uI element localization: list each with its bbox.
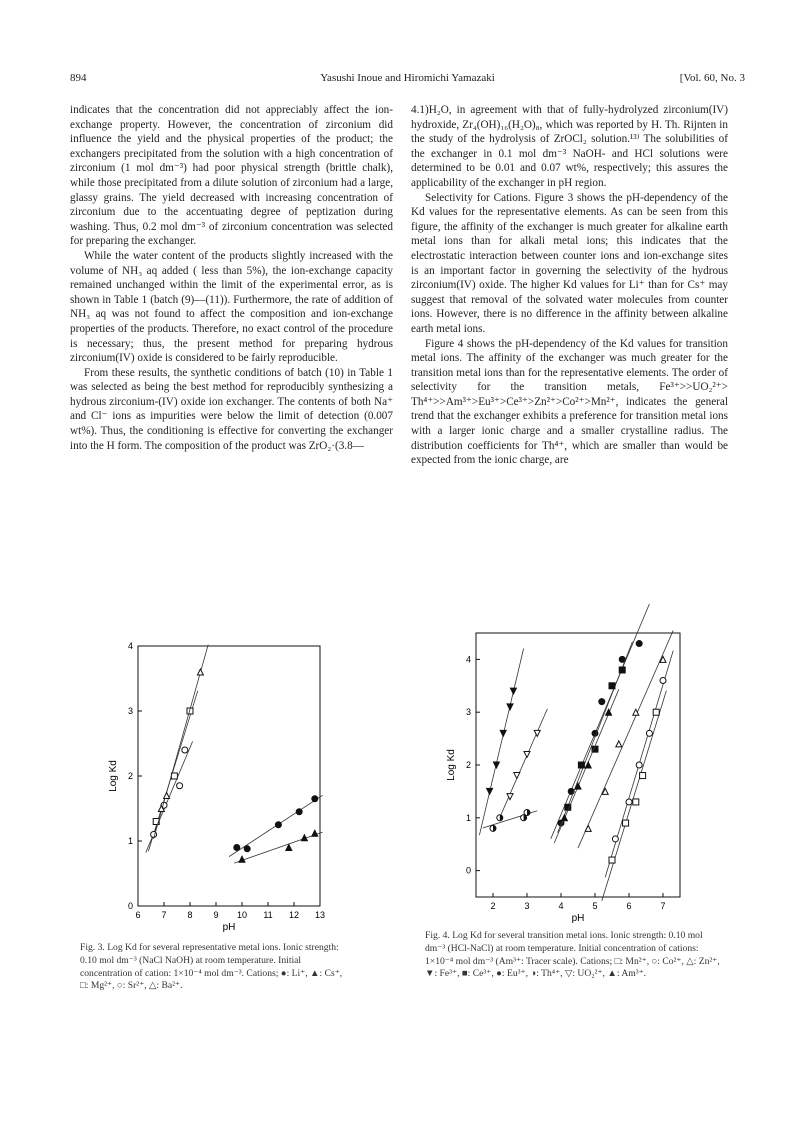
paragraph: From these results, the synthetic conditions of batch (10) in Table 1 was selected as being the best method for reproducibly synthesizing a hydrous zirconium-(IV) oxide ion exchanger. The contents of both Na⁺ and Cl⁻ ions as impurities were below the limit of detection (0.007 wt%). Thus, the conditioning is effective for converting the exchanger into the H form. The composition of the product was ZrO₂·(3.8— <box>70 366 393 452</box>
left-text-column <box>70 103 393 453</box>
paragraph: Figure 4 shows the pH-dependency of the Kd values for transition metal ions. The affinity of the exchanger was much greater for the transition metal ions than for the representative elements. The order of selectivity for the transition metals, Fe³⁺>>UO₂²⁺> Th⁴⁺>>Am³⁺>Eu³⁺>Ce³⁺>Zn²⁺>Co²⁺>Mn²⁺, indicates the general trend that the exchanger exhibits a preference for transition metal ions with a larger ionic charge and a smaller crystalline radius. The distribution coefficients for Th⁴⁺, which are smaller than would be expected from the ionic charge, are <box>411 337 728 467</box>
fig4-data-point <box>616 741 622 747</box>
fig4-data-point <box>500 730 506 736</box>
fig4-data-point <box>524 810 530 816</box>
fig4-data-point <box>660 678 666 684</box>
right-text-column <box>411 103 728 468</box>
fig3-data-point <box>275 822 281 828</box>
fig4-x-tick-label: 4 <box>558 901 564 911</box>
fig4-y-tick-label: 0 <box>465 865 471 876</box>
running-authors: Yasushi Inoue and Hiromichi Yamazaki <box>320 72 495 84</box>
paragraph: Selectivity for Cations. Figure 3 shows the pH-dependency of the Kd values for the representative elements. As can be seen from this figure, the affinity of the exchanger is much greater for alkaline earth metal ions than for alkali metal ions; this indicates that the electrostatic interaction between counter ions and ion-exchange sites is an important factor in governing the selectivity of the hydrous zirconium(IV) oxide. The higher Kd values for Li⁺ than for Cs⁺ may suggest that removal of the solvated water molecules from counter ions. However, there is no difference in the affinity between alkaline earth metal ions. <box>411 191 728 335</box>
fig4-data-point <box>561 815 567 821</box>
fig3-x-tick-label: 9 <box>213 910 219 920</box>
fig3-data-point <box>197 669 203 675</box>
fig3-x-tick-label: 6 <box>135 910 141 920</box>
fig4-data-point <box>507 704 513 710</box>
fig4-data-point <box>612 836 618 842</box>
fig3-data-point <box>286 845 292 851</box>
fig3-x-axis-label: pH <box>222 922 236 933</box>
fig3-y-axis-label: Log Kd <box>108 760 119 792</box>
fig3-y-tick-label: 0 <box>127 901 133 911</box>
fig4-data-point <box>653 709 659 715</box>
fig4-data-point <box>599 699 605 705</box>
fig3-data-point <box>177 783 183 789</box>
fig4-data-point <box>609 857 615 863</box>
fig4-data-point <box>585 825 591 831</box>
paragraph: While the water content of the products slightly increased with the volume of NH₃ aq added ( less than 5%), the ion-exchange capacity remained unchanged within the limit of the experimental error, as is shown in Table 1 (batch (9)—(11)). Furthermore, the rate of addition of NH₃ aq was not found to affect the composition and ion-exchange properties of the products. Therefore, no exact control of the procedure is necessary; thus, the present method for preparing hydrous zirconium(IV) oxide is considered to be fairly reproducible. <box>70 249 393 365</box>
fig3-data-point <box>312 796 318 802</box>
fig3-data-point <box>296 809 302 815</box>
fig4-data-point <box>534 730 540 736</box>
journal-volume: [Vol. 60, No. 3 <box>679 72 745 84</box>
fig4-data-point <box>646 730 652 736</box>
fig3-data-point <box>234 845 240 851</box>
fig4-data-point <box>636 641 642 647</box>
fig4-data-point <box>578 762 584 768</box>
fig3-data-point <box>164 793 170 799</box>
fig3-x-tick-label: 7 <box>161 910 167 920</box>
fig4-data-point <box>497 815 503 821</box>
fig4-data-point <box>490 825 496 831</box>
fig3-y-tick-label: 2 <box>127 771 133 781</box>
fig3-x-tick-label: 11 <box>263 910 273 920</box>
fig3-x-tick-label: 8 <box>187 910 193 920</box>
fig4-data-point <box>619 667 625 673</box>
fig4-y-tick-label: 2 <box>465 760 471 770</box>
fig3-y-tick-label: 4 <box>127 641 133 651</box>
fig4-data-point <box>633 709 639 715</box>
running-header <box>70 72 745 88</box>
fig4-data-point <box>623 820 629 826</box>
fig4-x-tick-label: 6 <box>626 901 632 911</box>
fig4-x-tick-label: 3 <box>524 901 530 911</box>
fig4-data-point <box>524 751 530 757</box>
fig4-data-point <box>487 788 493 794</box>
fig4-data-point <box>585 762 591 768</box>
fig3-y-tick-label: 3 <box>127 706 133 716</box>
fig3-data-point <box>312 830 318 836</box>
figure-3 <box>108 638 340 933</box>
fig4-fit-line <box>602 691 667 901</box>
fig4-data-point <box>640 773 646 779</box>
fig3-plot-frame <box>138 646 320 906</box>
figure-3-caption: Fig. 3. Log Kd for several representative metal ions. Ionic strength: 0.10 mol dm⁻³ (NaCl NaOH) at room temperature. Initial concentration of cation: 1×10⁻⁴ mol dm⁻³. Cations; ●: Li⁺, ▲: Cs⁺, □: Mg²⁺, ○: Sr²⁺, △: Ba²⁺. <box>80 942 343 992</box>
fig4-data-point <box>626 799 632 805</box>
fig3-x-tick-label: 12 <box>288 910 300 920</box>
fig4-y-tick-label: 1 <box>465 812 471 823</box>
figure-4-chart <box>440 625 700 925</box>
fig3-x-tick-label: 13 <box>314 910 326 920</box>
fig4-data-point <box>606 709 612 715</box>
fig4-data-point <box>609 683 615 689</box>
figure-4-caption: Fig. 4. Log Kd for several transition metal ions. Ionic strength: 0.10 mol dm⁻³ (HCl-NaCl) at room temperature. Initial concentration of cations: 1×10⁻⁴ mol dm⁻³ (Am³⁺: Tracer scale). Cations; □: Mn²⁺, ○: Co²⁺, △: Zn²⁺, ▼: Fe³⁺, ■: Ce³⁺, ●: Eu³⁺, ◑: Th⁴⁺, ▽: UO₂²⁺, ▲: Am³⁺. <box>425 930 720 980</box>
figure-3-chart <box>108 638 340 933</box>
fig4-y-tick-label: 3 <box>465 707 471 718</box>
fig4-data-point <box>633 799 639 805</box>
fig3-y-tick-label: 1 <box>127 836 133 846</box>
paragraph: indicates that the concentration did not appreciably affect the ion-exchange property. However, the concentration of zirconium did influence the yield and the physical properties of the product; the exchangers precipitated from the solution with a high concentration of zirconium (1 mol dm⁻³) had poor physical strength (brittle chalk), while those precipitated from a dilute solution of zirconium had a large, glassy grains. The yield decreased with increasing concentration of zirconium due to the accentuating degree of peptization during washing. Thus, 0.2 mol dm⁻³ of zirconium concentration was selected for preparing the exchanger. <box>70 104 393 248</box>
fig4-x-tick-label: 7 <box>660 901 666 911</box>
fig3-data-point <box>171 773 177 779</box>
fig4-x-tick-label: 2 <box>490 901 496 911</box>
fig3-x-tick-label: 10 <box>236 910 248 920</box>
paragraph: 4.1)H₂O, in agreement with that of fully-hydrolyzed zirconium(IV) hydroxide, Zr₄(OH)₁₆(H₂O)₈, which was reported by H. Th. Rijnten in the study of the hydrolysis of ZrOCl₂ solution.¹³⁾ The solubilities of the exchanger in 0.1 mol dm⁻³ NaOH- and HCl solutions were determined to be 0.01 and 0.07 wt%, respectively; this assures the applicability of the exchanger in pH region. <box>411 104 728 189</box>
page-number: 894 <box>70 72 87 84</box>
fig4-data-point <box>636 762 642 768</box>
fig4-fit-line <box>500 709 548 818</box>
fig3-data-point <box>182 747 188 753</box>
figure-4 <box>440 625 700 925</box>
fig4-data-point <box>514 773 520 779</box>
fig3-data-point <box>244 846 250 852</box>
fig4-x-axis-label: pH <box>571 913 585 924</box>
fig4-fit-line <box>479 649 523 836</box>
fig4-y-tick-label: 4 <box>465 654 471 665</box>
fig4-data-point <box>510 688 516 694</box>
fig4-y-axis-label: Log Kd <box>446 749 457 781</box>
fig4-x-tick-label: 5 <box>592 901 598 911</box>
fig4-data-point <box>493 762 499 768</box>
